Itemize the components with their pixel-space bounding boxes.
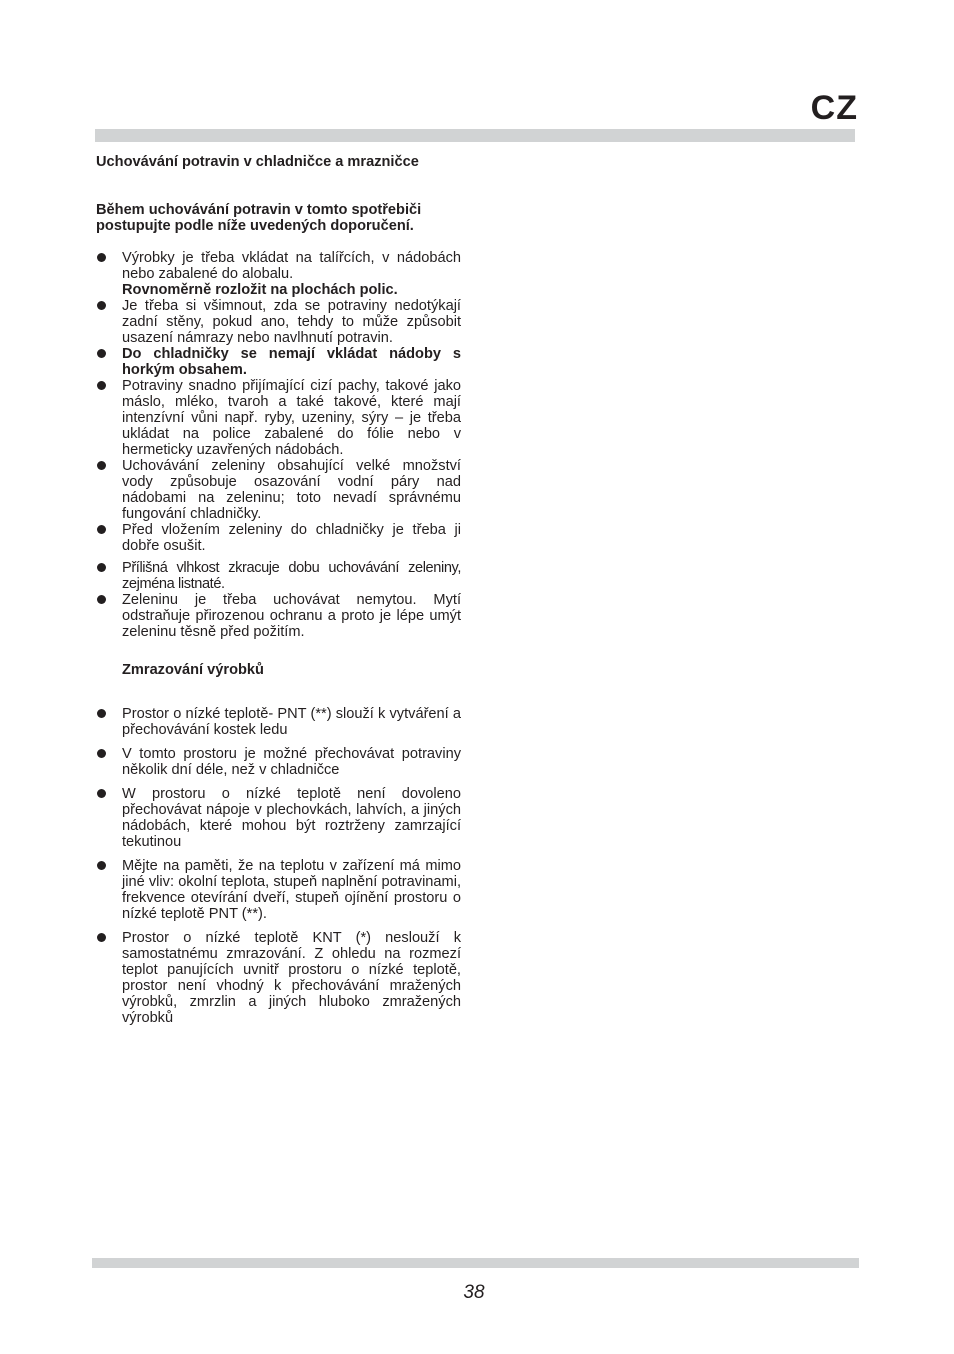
list-item-bold-text: Rovnoměrně rozložit na plochách polic. <box>122 282 398 298</box>
list-item <box>96 346 461 378</box>
section-intro: Během uchovávání potravin v tomto spotřebiči postupujte podle níže uvedených doporučení. <box>96 202 422 234</box>
bullet-icon <box>97 861 106 870</box>
list-item <box>96 458 461 522</box>
list-item <box>96 250 461 298</box>
content-column <box>96 154 461 1034</box>
subsection-title: Zmrazování výrobků <box>122 662 264 678</box>
bullet-icon <box>97 709 106 718</box>
list-item <box>96 858 461 922</box>
bullet-icon <box>97 349 106 358</box>
list-item <box>96 298 461 346</box>
bullet-icon <box>97 253 106 262</box>
list-item-text: Před vložením zeleniny do chladničky je třeba ji dobře osušit. <box>122 522 461 554</box>
list-item <box>96 592 461 640</box>
list-item-text: W prostoru o nízké teplotě není dovoleno přechovávat nápoje v plechovkách, lahvích, a jiných nádobách, které mohou být roztrženy zamrzající tekutinou <box>122 786 461 850</box>
bullet-icon <box>97 461 106 470</box>
footer-divider <box>92 1258 859 1268</box>
bullet-icon <box>97 789 106 798</box>
language-code: CZ <box>810 89 858 127</box>
list-item-text: Prostor o nízké teplotě- PNT (**) slouží k vytváření a přechovávání kostek ledu <box>122 706 461 738</box>
list-item <box>96 786 461 850</box>
list-item <box>96 522 461 554</box>
bullet-icon <box>97 563 106 572</box>
list-item-text: Potraviny snadno přijímající cizí pachy, takové jako máslo, mléko, tvaroh a také takové, které mají intenzívní vůni např. ryby, uzeniny, sýry – je třeba ukládat na police zabalené do fólie nebo v hermeticky uzavřených nádobách. <box>122 378 461 458</box>
list-item-text: Výrobky je třeba vkládat na talířcích, v nádobách nebo zabalené do alobalu. <box>122 250 461 282</box>
bullet-icon <box>97 933 106 942</box>
section-title: Uchovávání potravin v chladničce a mrazničce <box>96 154 419 170</box>
freezing-list <box>96 706 461 1026</box>
storage-tips-list <box>96 250 461 640</box>
page-number: 38 <box>463 1282 485 1303</box>
list-item <box>96 560 461 592</box>
list-item-text: Je třeba si všimnout, zda se potraviny nedotýkají zadní stěny, pokud ano, tehdy to může způsobit usazení námrazy nebo navlhnutí potravin. <box>122 298 461 346</box>
bullet-icon <box>97 525 106 534</box>
list-item <box>96 378 461 458</box>
list-item <box>96 930 461 1026</box>
list-item-text: V tomto prostoru je možné přechovávat potraviny několik dní déle, než v chladničce <box>122 746 461 778</box>
header-divider <box>95 129 855 142</box>
list-item <box>96 706 461 738</box>
list-item-text: Přílišná vlhkost zkracuje dobu uchovávání zeleniny, zejména listnaté. <box>122 560 461 592</box>
list-item-text: Prostor o nízké teplotě KNT (*) neslouží k samostatnému zmrazování. Z ohledu na rozmezí teplot panujících uvnitř prostoru o nízké teplotě, prostor není vhodný k přechovávání mražených výrobků, zmrzlin a jiných hluboko zmražených výrobků <box>122 930 461 1026</box>
list-item-bold-text: Do chladničky se nemají vkládat nádoby s horkým obsahem. <box>122 346 461 378</box>
list-item-text: Uchovávání zeleniny obsahující velké množství vody způsobuje osazování vodní páry nad nádobami na zeleninu; toto nevadí správnému fungování chladničky. <box>122 458 461 522</box>
bullet-icon <box>97 749 106 758</box>
bullet-icon <box>97 595 106 604</box>
list-item <box>96 746 461 778</box>
list-item-text: Mějte na paměti, že na teplotu v zařízení má mimo jiné vliv: okolní teplota, stupeň naplnění potravinami, frekvence otevírání dveří, stupeň ojínění prostoru o nízké teplotě PNT (**). <box>122 858 461 922</box>
bullet-icon <box>97 301 106 310</box>
list-item-text: Zeleninu je třeba uchovávat nemytou. Mytí odstraňuje přirozenou ochranu a proto je lépe umýt zeleninu těsně před požitím. <box>122 592 461 640</box>
bullet-icon <box>97 381 106 390</box>
